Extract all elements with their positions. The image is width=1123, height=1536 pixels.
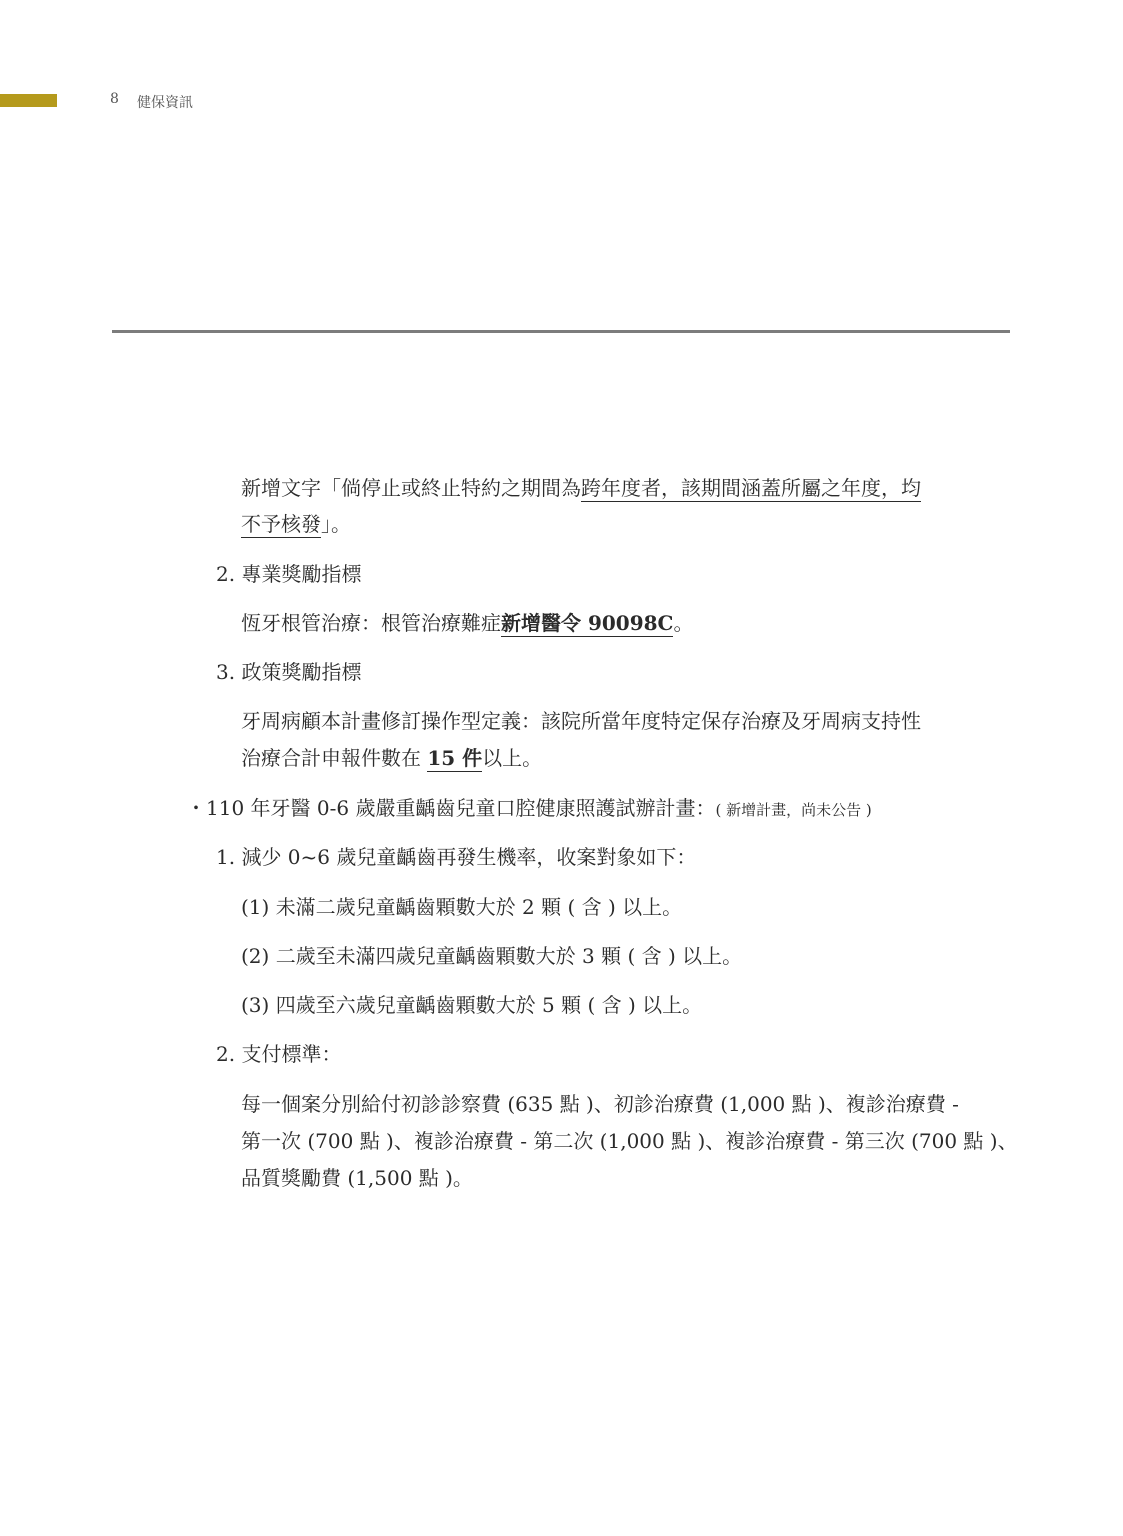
paragraph-line: 品質獎勵費 (1,500 點 )。 bbox=[241, 1166, 473, 1190]
item-heading: 3. 政策獎勵指標 bbox=[216, 660, 362, 684]
paragraph-line: 每一個案分別給付初診診察費 (635 點 )、初診治療費 (1,000 點 )、複診治療費 - bbox=[241, 1092, 959, 1116]
underlined-text: 新增醫令 90098C bbox=[501, 611, 674, 635]
item-heading: 2. 專業獎勵指標 bbox=[216, 562, 362, 586]
text-span: 恆牙根管治療：根管治療難症 bbox=[241, 611, 501, 635]
text-span: 新增文字「倘停止或終止特約之期間為 bbox=[241, 476, 581, 500]
item-heading: 1. 減少 0~6 歲兒童齲齒再發生機率，收案對象如下： bbox=[216, 845, 697, 869]
text-span: 治療合計申報件數在 bbox=[241, 746, 428, 770]
paragraph-line bbox=[241, 474, 921, 502]
paragraph-line bbox=[241, 510, 351, 538]
header-accent-bar bbox=[0, 94, 57, 107]
list-item: (1) 未滿二歲兒童齲齒顆數大於 2 顆 ( 含 ) 以上。 bbox=[241, 895, 683, 919]
page-number: 8 bbox=[110, 91, 119, 107]
paragraph-line: 牙周病顧本計畫修訂操作型定義：該院所當年度特定保存治療及牙周病支持性 bbox=[241, 709, 921, 733]
bullet-title: ・110 年牙醫 0-6 歲嚴重齲齒兒童口腔健康照護試辦計畫： bbox=[186, 796, 716, 820]
text-span: 」。 bbox=[321, 512, 351, 536]
underlined-text: 跨年度者，該期間涵蓋所屬之年度，均 bbox=[581, 476, 921, 500]
paragraph-line bbox=[241, 609, 693, 637]
underlined-text: 15 件 bbox=[427, 746, 483, 770]
underlined-text: 不予核發 bbox=[241, 512, 321, 536]
running-title: 健保資訊 bbox=[137, 95, 193, 111]
list-item: (3) 四歲至六歲兒童齲齒顆數大於 5 顆 ( 含 ) 以上。 bbox=[241, 993, 703, 1017]
paragraph-line: 第一次 (700 點 )、複診治療費 - 第二次 (1,000 點 )、複診治療費 - 第三次 (700 點 )、 bbox=[241, 1129, 1018, 1153]
text-span: 以上。 bbox=[482, 746, 543, 770]
bullet-heading bbox=[186, 794, 872, 824]
section-divider bbox=[112, 330, 1010, 333]
paragraph-line bbox=[241, 744, 542, 772]
bullet-note: ( 新增計畫，尚未公告 ) bbox=[715, 801, 872, 819]
item-heading: 2. 支付標準： bbox=[216, 1042, 342, 1066]
list-item: (2) 二歲至未滿四歲兒童齲齒顆數大於 3 顆 ( 含 ) 以上。 bbox=[241, 944, 743, 968]
text-span: 。 bbox=[673, 611, 694, 635]
